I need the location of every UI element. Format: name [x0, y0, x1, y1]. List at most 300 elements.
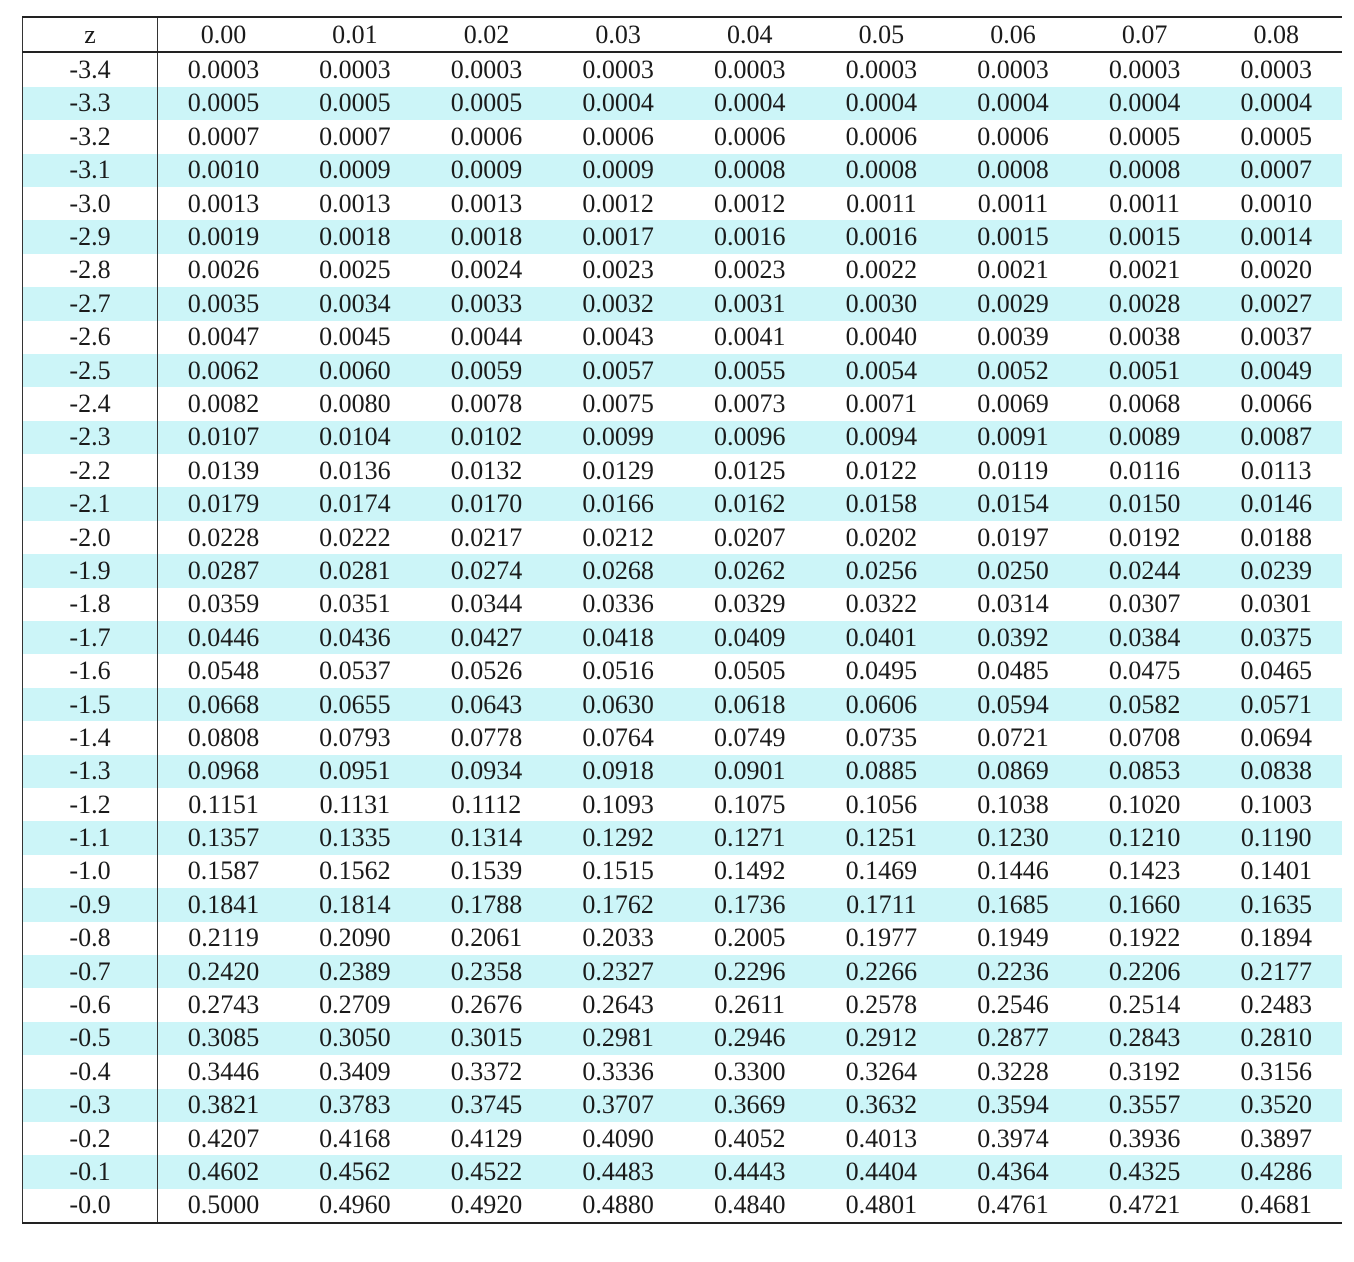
probability-cell: 0.1056 [845, 789, 918, 819]
probability-cell: 0.1271 [684, 821, 816, 854]
probability-cell: 0.0192 [1108, 522, 1181, 552]
table-row [23, 788, 1343, 821]
probability-cell: 0.0125 [713, 455, 786, 485]
probability-cell: 0.2810 [1210, 1022, 1342, 1055]
z-value-cell: -0.9 [23, 888, 158, 921]
probability-cell: 0.2578 [845, 990, 918, 1020]
probability-cell: 0.1562 [319, 856, 391, 886]
probability-cell: 0.0207 [713, 522, 786, 552]
probability-cell: 0.2177 [1210, 955, 1342, 988]
probability-cell: 0.4562 [289, 1155, 421, 1188]
probability-cell: 0.1660 [1079, 888, 1211, 921]
probability-cell: 0.0007 [187, 121, 260, 151]
probability-cell: 0.0901 [684, 755, 816, 788]
probability-cell: 0.1357 [158, 821, 290, 854]
table-row [23, 454, 1343, 487]
probability-cell: 0.0006 [582, 121, 654, 151]
probability-cell: 0.1075 [713, 789, 786, 819]
probability-cell: 0.0475 [1108, 656, 1181, 686]
probability-cell: 0.2266 [816, 955, 948, 988]
probability-cell: 0.1469 [845, 856, 918, 886]
probability-cell: 0.3264 [845, 1056, 918, 1086]
probability-cell: 0.0006 [977, 121, 1049, 151]
probability-cell: 0.0039 [977, 322, 1049, 352]
probability-cell: 0.4013 [845, 1123, 918, 1153]
header-cell-col-2: 0.01 [289, 17, 421, 52]
probability-cell: 0.2709 [319, 990, 391, 1020]
table-row [23, 654, 1343, 687]
probability-cell: 0.0003 [319, 55, 391, 85]
probability-cell: 0.2546 [977, 990, 1049, 1020]
probability-cell: 0.0028 [1079, 287, 1211, 320]
probability-cell: 0.0044 [450, 322, 523, 352]
probability-cell: 0.0078 [450, 388, 523, 418]
probability-cell: 0.0222 [319, 522, 391, 552]
header-cell-col-7: 0.06 [947, 17, 1079, 52]
probability-cell: 0.0764 [582, 722, 654, 752]
probability-cell: 0.4207 [187, 1123, 260, 1153]
z-value-cell: -2.9 [23, 220, 158, 253]
probability-cell: 0.0885 [816, 755, 948, 788]
probability-cell: 0.1922 [1108, 923, 1181, 953]
probability-cell: 0.1423 [1108, 856, 1181, 886]
probability-cell: 0.0104 [289, 421, 421, 454]
probability-cell: 0.0838 [1210, 755, 1342, 788]
probability-cell: 0.0139 [187, 455, 260, 485]
probability-cell: 0.0024 [450, 255, 523, 285]
z-value-cell: -3.0 [23, 187, 158, 220]
probability-cell: 0.2843 [1079, 1022, 1211, 1055]
probability-cell: 0.2389 [289, 955, 421, 988]
probability-cell: 0.0009 [552, 154, 684, 187]
probability-cell: 0.0068 [1108, 388, 1181, 418]
probability-cell: 0.0465 [1240, 656, 1312, 686]
probability-cell: 0.0013 [450, 188, 523, 218]
probability-cell: 0.0021 [1108, 255, 1181, 285]
z-value-cell: -1.8 [23, 588, 158, 621]
table-row [23, 487, 1343, 520]
table-row [23, 988, 1343, 1021]
probability-cell: 0.2236 [947, 955, 1079, 988]
probability-cell: 0.1446 [977, 856, 1049, 886]
probability-cell: 0.0059 [421, 354, 553, 387]
probability-cell: 0.0250 [947, 554, 1079, 587]
probability-cell: 0.0012 [582, 188, 654, 218]
z-value-cell: -0.5 [23, 1022, 158, 1055]
probability-cell: 0.3409 [319, 1056, 391, 1086]
probability-cell: 0.0268 [552, 554, 684, 587]
probability-cell: 0.0516 [582, 656, 654, 686]
probability-cell: 0.3821 [158, 1089, 290, 1122]
z-table-body [23, 52, 1343, 1223]
probability-cell: 0.0344 [450, 589, 523, 619]
probability-cell: 0.0099 [552, 421, 684, 454]
probability-cell: 0.4129 [450, 1123, 523, 1153]
probability-cell: 0.0336 [582, 589, 654, 619]
probability-cell: 0.3085 [158, 1022, 290, 1055]
probability-cell: 0.0004 [947, 87, 1079, 120]
probability-cell: 0.0136 [319, 455, 391, 485]
probability-cell: 0.0030 [816, 287, 948, 320]
probability-cell: 0.0853 [1079, 755, 1211, 788]
probability-cell: 0.0122 [845, 455, 918, 485]
probability-cell: 0.0004 [684, 87, 816, 120]
probability-cell: 0.0023 [582, 255, 654, 285]
probability-cell: 0.0262 [684, 554, 816, 587]
probability-cell: 0.0009 [421, 154, 553, 187]
probability-cell: 0.1230 [947, 821, 1079, 854]
z-value-cell: -1.3 [23, 755, 158, 788]
probability-cell: 0.1492 [713, 856, 786, 886]
probability-cell: 0.1635 [1210, 888, 1342, 921]
probability-cell: 0.0055 [684, 354, 816, 387]
probability-cell: 0.0005 [1108, 121, 1181, 151]
z-table-header [23, 17, 1343, 52]
table-row [23, 1089, 1343, 1122]
probability-cell: 0.0179 [158, 487, 290, 520]
probability-cell: 0.0618 [684, 688, 816, 721]
probability-cell: 0.3974 [977, 1123, 1049, 1153]
probability-cell: 0.2033 [582, 923, 654, 953]
probability-cell: 0.0031 [684, 287, 816, 320]
probability-cell: 0.0132 [450, 455, 523, 485]
probability-cell: 0.0694 [1240, 722, 1312, 752]
probability-cell: 0.0485 [977, 656, 1049, 686]
probability-cell: 0.0007 [1210, 154, 1342, 187]
probability-cell: 0.0003 [977, 55, 1049, 85]
probability-cell: 0.2061 [450, 923, 523, 953]
probability-cell: 0.0003 [1240, 55, 1312, 85]
table-row [23, 220, 1343, 253]
probability-cell: 0.3192 [1108, 1056, 1181, 1086]
probability-cell: 0.0102 [421, 421, 553, 454]
probability-cell: 0.1788 [421, 888, 553, 921]
probability-cell: 0.0032 [552, 287, 684, 320]
probability-cell: 0.0643 [421, 688, 553, 721]
probability-cell: 0.0708 [1108, 722, 1181, 752]
probability-cell: 0.1190 [1210, 821, 1342, 854]
probability-cell: 0.4681 [1240, 1190, 1312, 1220]
probability-cell: 0.1210 [1079, 821, 1211, 854]
probability-cell: 0.3783 [289, 1089, 421, 1122]
probability-cell: 0.0022 [845, 255, 918, 285]
probability-cell: 0.3228 [977, 1056, 1049, 1086]
probability-cell: 0.0668 [158, 688, 290, 721]
probability-cell: 0.0202 [845, 522, 918, 552]
probability-cell: 0.1949 [977, 923, 1049, 953]
probability-cell: 0.1894 [1240, 923, 1312, 953]
probability-cell: 0.0003 [845, 55, 918, 85]
probability-cell: 0.0217 [450, 522, 523, 552]
table-row [23, 187, 1343, 220]
probability-cell: 0.0329 [713, 589, 786, 619]
probability-cell: 0.0322 [845, 589, 918, 619]
probability-cell: 0.0038 [1108, 322, 1181, 352]
table-row [23, 287, 1343, 320]
probability-cell: 0.0023 [713, 255, 786, 285]
probability-cell: 0.0006 [713, 121, 786, 151]
probability-cell: 0.0004 [816, 87, 948, 120]
probability-cell: 0.0016 [816, 220, 948, 253]
probability-cell: 0.4880 [582, 1190, 654, 1220]
probability-cell: 0.1401 [1240, 856, 1312, 886]
probability-cell: 0.0274 [421, 554, 553, 587]
probability-cell: 0.0548 [187, 656, 260, 686]
probability-cell: 0.0228 [187, 522, 260, 552]
probability-cell: 0.3707 [552, 1089, 684, 1122]
probability-cell: 0.0401 [816, 621, 948, 654]
probability-cell: 0.0021 [977, 255, 1049, 285]
probability-cell: 0.0301 [1240, 589, 1312, 619]
probability-cell: 0.0045 [319, 322, 391, 352]
probability-cell: 0.0069 [977, 388, 1049, 418]
probability-cell: 0.0655 [289, 688, 421, 721]
probability-cell: 0.0003 [1108, 55, 1181, 85]
probability-cell: 0.0384 [1079, 621, 1211, 654]
probability-cell: 0.0281 [289, 554, 421, 587]
probability-cell: 0.1685 [947, 888, 1079, 921]
z-value-cell: -0.2 [23, 1122, 158, 1155]
z-value-cell: -2.6 [23, 321, 158, 354]
probability-cell: 0.1292 [552, 821, 684, 854]
probability-cell: 0.1003 [1240, 789, 1312, 819]
probability-cell: 0.0427 [421, 621, 553, 654]
probability-cell: 0.2206 [1079, 955, 1211, 988]
z-value-cell: -2.5 [23, 354, 158, 387]
probability-cell: 0.4801 [845, 1190, 918, 1220]
probability-cell: 0.0359 [187, 589, 260, 619]
probability-cell: 0.4364 [947, 1155, 1079, 1188]
table-row [23, 387, 1343, 420]
probability-cell: 0.2005 [713, 923, 786, 953]
probability-cell: 0.0129 [582, 455, 654, 485]
probability-cell: 0.0060 [289, 354, 421, 387]
probability-cell: 0.0582 [1079, 688, 1211, 721]
probability-cell: 0.1112 [451, 789, 522, 819]
probability-cell: 0.0006 [845, 121, 918, 151]
probability-cell: 0.0054 [816, 354, 948, 387]
probability-cell: 0.0495 [845, 656, 918, 686]
table-row [23, 922, 1343, 955]
probability-cell: 0.0010 [1240, 188, 1312, 218]
probability-cell: 0.0113 [1240, 455, 1312, 485]
probability-cell: 0.4721 [1108, 1190, 1181, 1220]
probability-cell: 0.0174 [289, 487, 421, 520]
probability-cell: 0.0436 [289, 621, 421, 654]
probability-cell: 0.1736 [684, 888, 816, 921]
z-value-cell: -1.5 [23, 688, 158, 721]
table-row [23, 354, 1343, 387]
probability-cell: 0.1977 [845, 923, 918, 953]
probability-cell: 0.0018 [421, 220, 553, 253]
probability-cell: 0.0721 [977, 722, 1049, 752]
probability-cell: 0.0188 [1240, 522, 1312, 552]
table-row [23, 421, 1343, 454]
z-value-cell: -2.8 [23, 254, 158, 287]
probability-cell: 0.0008 [1079, 154, 1211, 187]
probability-cell: 0.3300 [713, 1056, 786, 1086]
z-value-cell: -1.4 [23, 721, 158, 754]
probability-cell: 0.4325 [1079, 1155, 1211, 1188]
probability-cell: 0.4761 [977, 1190, 1049, 1220]
probability-cell: 0.0027 [1210, 287, 1342, 320]
probability-cell: 0.0307 [1108, 589, 1181, 619]
table-row [23, 688, 1343, 721]
z-value-cell: -2.2 [23, 454, 158, 487]
probability-cell: 0.2877 [947, 1022, 1079, 1055]
probability-cell: 0.0057 [552, 354, 684, 387]
probability-cell: 0.0091 [947, 421, 1079, 454]
probability-cell: 0.1587 [187, 856, 260, 886]
z-value-cell: -0.4 [23, 1055, 158, 1088]
z-value-cell: -0.7 [23, 955, 158, 988]
probability-cell: 0.0526 [450, 656, 523, 686]
header-cell-col-9: 0.08 [1210, 17, 1342, 52]
probability-cell: 0.2296 [684, 955, 816, 988]
probability-cell: 0.0051 [1079, 354, 1211, 387]
probability-cell: 0.0154 [947, 487, 1079, 520]
probability-cell: 0.2119 [188, 923, 259, 953]
z-value-cell: -2.1 [23, 487, 158, 520]
probability-cell: 0.1093 [582, 789, 654, 819]
z-value-cell: -1.2 [23, 788, 158, 821]
probability-cell: 0.0005 [1240, 121, 1312, 151]
probability-cell: 0.1711 [816, 888, 948, 921]
probability-cell: 0.4404 [816, 1155, 948, 1188]
probability-cell: 0.0011 [1109, 188, 1180, 218]
header-cell-col-8: 0.07 [1079, 17, 1211, 52]
probability-cell: 0.5000 [187, 1190, 260, 1220]
probability-cell: 0.0606 [816, 688, 948, 721]
probability-cell: 0.0011 [846, 188, 917, 218]
probability-cell: 0.0749 [713, 722, 786, 752]
probability-cell: 0.0033 [421, 287, 553, 320]
probability-cell: 0.0537 [319, 656, 391, 686]
z-value-cell: -3.2 [23, 120, 158, 153]
probability-cell: 0.0146 [1210, 487, 1342, 520]
probability-cell: 0.1020 [1108, 789, 1181, 819]
table-row [23, 1155, 1343, 1188]
probability-cell: 0.1515 [582, 856, 654, 886]
probability-cell: 0.0009 [289, 154, 421, 187]
probability-cell: 0.4052 [713, 1123, 786, 1153]
probability-cell: 0.0011 [977, 188, 1049, 218]
probability-cell: 0.0066 [1240, 388, 1312, 418]
probability-cell: 0.3632 [816, 1089, 948, 1122]
probability-cell: 0.0087 [1210, 421, 1342, 454]
probability-cell: 0.0239 [1210, 554, 1342, 587]
probability-cell: 0.0256 [816, 554, 948, 587]
probability-cell: 0.0013 [319, 188, 391, 218]
z-value-cell: -1.9 [23, 554, 158, 587]
probability-cell: 0.0162 [684, 487, 816, 520]
probability-cell: 0.0017 [552, 220, 684, 253]
probability-cell: 0.0630 [552, 688, 684, 721]
probability-cell: 0.0008 [684, 154, 816, 187]
probability-cell: 0.0096 [684, 421, 816, 454]
z-value-cell: -1.0 [23, 855, 158, 888]
probability-cell: 0.0015 [947, 220, 1079, 253]
probability-cell: 0.0003 [450, 55, 523, 85]
probability-cell: 0.2676 [450, 990, 523, 1020]
probability-cell: 0.1814 [289, 888, 421, 921]
probability-cell: 0.3050 [289, 1022, 421, 1055]
header-cell-col-4: 0.03 [552, 17, 684, 52]
table-row [23, 1122, 1343, 1155]
probability-cell: 0.1335 [289, 821, 421, 854]
probability-cell: 0.0052 [947, 354, 1079, 387]
probability-cell: 0.0351 [319, 589, 391, 619]
probability-cell: 0.4522 [421, 1155, 553, 1188]
probability-cell: 0.0080 [319, 388, 391, 418]
probability-cell: 0.0158 [816, 487, 948, 520]
probability-cell: 0.0869 [947, 755, 1079, 788]
probability-cell: 0.3594 [947, 1089, 1079, 1122]
probability-cell: 0.4602 [158, 1155, 290, 1188]
probability-cell: 0.4483 [552, 1155, 684, 1188]
probability-cell: 0.0026 [187, 255, 260, 285]
probability-cell: 0.0004 [1210, 87, 1342, 120]
probability-cell: 0.4090 [582, 1123, 654, 1153]
probability-cell: 0.0062 [158, 354, 290, 387]
probability-cell: 0.1762 [552, 888, 684, 921]
table-row [23, 721, 1343, 754]
probability-cell: 0.0244 [1079, 554, 1211, 587]
header-row [23, 17, 1343, 52]
table-row [23, 1189, 1343, 1223]
header-cell-z: z [23, 17, 158, 52]
probability-cell: 0.0008 [947, 154, 1079, 187]
probability-cell: 0.0107 [158, 421, 290, 454]
probability-cell: 0.3336 [582, 1056, 654, 1086]
probability-cell: 0.0089 [1079, 421, 1211, 454]
probability-cell: 0.0197 [977, 522, 1049, 552]
z-value-cell: -2.4 [23, 387, 158, 420]
probability-cell: 0.0314 [977, 589, 1049, 619]
probability-cell: 0.0170 [421, 487, 553, 520]
probability-cell: 0.0505 [713, 656, 786, 686]
table-row [23, 588, 1343, 621]
probability-cell: 0.3557 [1079, 1089, 1211, 1122]
probability-cell: 0.2946 [684, 1022, 816, 1055]
probability-cell: 0.0918 [552, 755, 684, 788]
probability-cell: 0.4840 [713, 1190, 786, 1220]
z-value-cell: -2.7 [23, 287, 158, 320]
probability-cell: 0.0004 [1079, 87, 1211, 120]
probability-cell: 0.0010 [158, 154, 290, 187]
probability-cell: 0.0020 [1240, 255, 1312, 285]
probability-cell: 0.2643 [582, 990, 654, 1020]
z-value-cell: -3.3 [23, 87, 158, 120]
probability-cell: 0.0043 [582, 322, 654, 352]
probability-cell: 0.3669 [684, 1089, 816, 1122]
probability-cell: 0.4960 [319, 1190, 391, 1220]
probability-cell: 0.0005 [289, 87, 421, 120]
probability-cell: 0.0446 [158, 621, 290, 654]
probability-cell: 0.1131 [319, 789, 391, 819]
table-row [23, 855, 1343, 888]
probability-cell: 0.0287 [158, 554, 290, 587]
probability-cell: 0.0016 [684, 220, 816, 253]
z-value-cell: -0.0 [23, 1189, 158, 1223]
probability-cell: 0.0006 [450, 121, 523, 151]
table-row [23, 755, 1343, 788]
probability-cell: 0.0018 [289, 220, 421, 253]
z-value-cell: -0.8 [23, 922, 158, 955]
probability-cell: 0.0003 [582, 55, 654, 85]
probability-cell: 0.3156 [1240, 1056, 1312, 1086]
probability-cell: 0.0075 [582, 388, 654, 418]
